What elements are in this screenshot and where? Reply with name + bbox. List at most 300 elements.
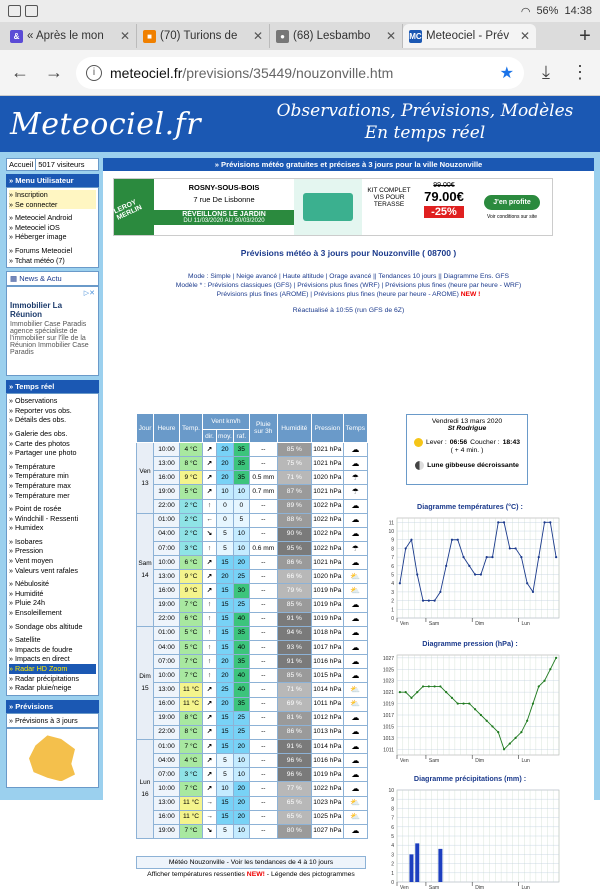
astro-box: Vendredi 13 mars 2020 St Rodrigue Lever : 06:56 Coucher : 18:43 ( + 4 min. ) Lune gibbeuse décroissante bbox=[406, 414, 528, 485]
humidity-cell: 65 % bbox=[277, 796, 311, 810]
menu-user-link[interactable]: » Meteociel iOS bbox=[9, 222, 60, 232]
close-tab-icon[interactable]: ✕ bbox=[519, 29, 530, 43]
close-tab-icon[interactable]: ✕ bbox=[119, 29, 130, 43]
weather-icon[interactable]: ☁ bbox=[343, 768, 367, 782]
temps-reel-link[interactable]: » Observations bbox=[9, 396, 58, 406]
wind-dir-cell: ↑ bbox=[203, 669, 217, 683]
menu-link-prev-3j[interactable]: » Prévisions à 3 jours bbox=[9, 715, 78, 725]
pressure-cell: 1019 hPa bbox=[311, 584, 343, 598]
temps-reel-link[interactable]: » Galerie des obs. bbox=[9, 428, 68, 438]
precip-bar bbox=[415, 843, 419, 882]
wind-avg-cell: 5 bbox=[217, 541, 234, 555]
weather-icon[interactable]: ☁ bbox=[343, 669, 367, 683]
weather-icon[interactable]: ☁ bbox=[343, 824, 367, 838]
temps-reel-link[interactable]: » Partager une photo bbox=[9, 448, 77, 458]
x-day-label: Dim bbox=[475, 621, 485, 627]
humidity-cell: 71 % bbox=[277, 683, 311, 697]
pressure-cell: 1017 hPa bbox=[311, 640, 343, 654]
weather-icon[interactable]: ☁ bbox=[343, 626, 367, 640]
weather-icon[interactable]: ☁ bbox=[343, 655, 367, 669]
temps-reel-link[interactable]: » Température max bbox=[9, 480, 71, 490]
temps-reel-link[interactable]: » Point de rosée bbox=[9, 504, 62, 514]
menu-user-link[interactable]: » Inscription bbox=[9, 190, 96, 200]
temps-reel-link[interactable]: » Humidex bbox=[9, 523, 44, 533]
rain-cell: -- bbox=[249, 556, 277, 570]
temp-cell: 8 °C bbox=[180, 457, 203, 471]
wind-gust-cell: 25 bbox=[233, 570, 249, 584]
weather-icon[interactable]: ☁ bbox=[343, 782, 367, 796]
pressure-cell: 1021 hPa bbox=[311, 443, 343, 457]
temp-cell: 8 °C bbox=[180, 711, 203, 725]
wind-avg-cell: 10 bbox=[217, 782, 234, 796]
weather-icon[interactable]: ⛅ bbox=[343, 683, 367, 697]
pressure-cell: 1016 hPa bbox=[311, 655, 343, 669]
hour-cell: 13:00 bbox=[154, 457, 180, 471]
temps-reel-link[interactable]: » Température mer bbox=[9, 490, 70, 500]
data-point bbox=[491, 725, 493, 727]
humidity-cell: 79 % bbox=[277, 584, 311, 598]
rain-cell: -- bbox=[249, 782, 277, 796]
menu-user-link[interactable]: » Tchat météo (7) bbox=[9, 255, 65, 265]
close-tab-icon[interactable]: ✕ bbox=[252, 29, 263, 43]
data-point bbox=[434, 600, 436, 602]
data-point bbox=[474, 708, 476, 710]
rain-cell: -- bbox=[249, 570, 277, 584]
data-point bbox=[520, 556, 522, 558]
weather-icon[interactable]: ☁ bbox=[343, 711, 367, 725]
weather-icon[interactable]: ⛅ bbox=[343, 584, 367, 598]
temps-reel-link[interactable]: » Détails des obs. bbox=[9, 415, 67, 425]
tab-title: « Après le mon bbox=[27, 30, 104, 42]
temps-reel-link[interactable]: » Ensoleillement bbox=[9, 608, 62, 618]
tab-favicon: ■ bbox=[143, 30, 156, 43]
rain-cell: 0.6 mm bbox=[249, 541, 277, 555]
rain-cell: -- bbox=[249, 739, 277, 753]
y-tick-label: 1013 bbox=[382, 735, 394, 742]
data-point bbox=[451, 697, 453, 699]
hour-cell: 22:00 bbox=[154, 725, 180, 739]
y-tick-label: 1027 bbox=[382, 655, 394, 662]
browser-tab-strip bbox=[0, 22, 600, 50]
temp-cell: 11 °C bbox=[180, 796, 203, 810]
humidity-cell: 65 % bbox=[277, 810, 311, 824]
weather-icon[interactable]: ☁ bbox=[343, 556, 367, 570]
pressure-cell: 1016 hPa bbox=[311, 754, 343, 768]
hour-cell: 19:00 bbox=[154, 824, 180, 838]
temps-reel-link[interactable]: » Température bbox=[9, 461, 56, 471]
main-content bbox=[103, 158, 594, 891]
temps-reel-title: » Temps réel bbox=[6, 380, 99, 393]
temps-reel-link[interactable]: » Température min bbox=[9, 471, 69, 481]
temps-reel-link[interactable]: » Pluie 24h bbox=[9, 598, 45, 608]
forecast-row bbox=[137, 443, 368, 457]
more-menu-icon[interactable]: ⋮ bbox=[571, 62, 589, 82]
humidity-cell: 85 % bbox=[277, 443, 311, 457]
pressure-cell: 1021 hPa bbox=[311, 556, 343, 570]
rain-cell: -- bbox=[249, 612, 277, 626]
wind-dir-cell: ↘ bbox=[203, 527, 217, 541]
temps-reel-link[interactable]: » Radar HD Zoom bbox=[9, 664, 96, 674]
wind-avg-cell: 15 bbox=[217, 556, 234, 570]
hour-cell: 10:00 bbox=[154, 669, 180, 683]
wind-dir-cell: ↗ bbox=[203, 739, 217, 753]
wind-dir-cell: ↗ bbox=[203, 697, 217, 711]
pictogram-legend-links[interactable]: Afficher températures ressenties NEW! - Légende des pictogrammes bbox=[147, 871, 355, 878]
tab-favicon: ● bbox=[276, 30, 289, 43]
temps-reel-link[interactable]: » Pression bbox=[9, 546, 43, 556]
menu-user-link[interactable]: » Meteociel Android bbox=[9, 213, 73, 223]
site-logo[interactable]: Meteociel.fr bbox=[10, 106, 202, 142]
data-point bbox=[520, 731, 522, 733]
wind-gust-cell: 35 bbox=[233, 443, 249, 457]
pressure-cell: 1020 hPa bbox=[311, 471, 343, 485]
col-moy: moy. bbox=[217, 430, 234, 443]
wind-gust-cell: 35 bbox=[233, 471, 249, 485]
address-bar[interactable] bbox=[76, 57, 524, 89]
temp-cell: 2 °C bbox=[180, 527, 203, 541]
temps-reel-link[interactable]: » Sondage obs altitude bbox=[9, 621, 83, 631]
y-tick-label: 1021 bbox=[382, 690, 394, 697]
data-point bbox=[410, 697, 412, 699]
weather-icon[interactable]: ☁ bbox=[343, 612, 367, 626]
humidity-cell: 93 % bbox=[277, 640, 311, 654]
back-arrow-icon[interactable]: ← bbox=[11, 62, 29, 82]
temp-cell: 7 °C bbox=[180, 655, 203, 669]
y-tick-label: 8 bbox=[391, 806, 394, 813]
data-point bbox=[549, 668, 551, 670]
wind-gust-cell: 40 bbox=[233, 683, 249, 697]
pressure-cell: 1012 hPa bbox=[311, 711, 343, 725]
y-tick-label: 5 bbox=[391, 572, 394, 579]
forward-arrow-icon[interactable]: → bbox=[45, 62, 63, 82]
pressure-cell: 1021 hPa bbox=[311, 457, 343, 471]
forecast-row bbox=[137, 612, 368, 626]
data-point bbox=[532, 591, 534, 593]
info-icon[interactable]: i bbox=[86, 65, 102, 81]
url-text[interactable]: meteociel.fr/previsions/35449/nouzonville.htm bbox=[110, 64, 394, 81]
forecast-row bbox=[137, 683, 368, 697]
weather-icon[interactable]: ⛅ bbox=[343, 796, 367, 810]
forecast-row bbox=[137, 570, 368, 584]
pressure-cell: 1022 hPa bbox=[311, 513, 343, 527]
humidity-cell: 75 % bbox=[277, 457, 311, 471]
weather-icon[interactable]: ☁ bbox=[343, 527, 367, 541]
temp-cell: 8 °C bbox=[180, 725, 203, 739]
temps-reel-link[interactable]: » Nébulosité bbox=[9, 579, 49, 589]
weather-icon[interactable]: ☁ bbox=[343, 457, 367, 471]
rain-cell: -- bbox=[249, 443, 277, 457]
home-link[interactable]: Accueil bbox=[7, 159, 36, 170]
y-tick-label: 6 bbox=[391, 563, 394, 570]
browser-tab[interactable] bbox=[403, 24, 536, 48]
temp-cell: 4 °C bbox=[180, 443, 203, 457]
data-point bbox=[526, 720, 528, 722]
forecast-row bbox=[137, 739, 368, 753]
day-label: Sam 14 bbox=[137, 513, 154, 626]
previsions-list bbox=[6, 713, 99, 729]
weather-icon[interactable]: ☁ bbox=[343, 739, 367, 753]
y-tick-label: 1 bbox=[391, 870, 394, 877]
forecast-row bbox=[137, 796, 368, 810]
temps-reel-link[interactable]: » Impacts en direct bbox=[9, 654, 70, 664]
hour-cell: 10:00 bbox=[154, 782, 180, 796]
precip-bar bbox=[438, 849, 442, 882]
data-point bbox=[538, 556, 540, 558]
humidity-cell: 91 % bbox=[277, 612, 311, 626]
refresh-info: Réactualisé à 10:55 (run GFS de 6Z) bbox=[292, 307, 405, 314]
temp-cell: 5 °C bbox=[180, 626, 203, 640]
rain-cell: -- bbox=[249, 655, 277, 669]
temps-reel-link[interactable]: » Carte des photos bbox=[9, 438, 70, 448]
wind-avg-cell: 20 bbox=[217, 457, 234, 471]
y-tick-label: 6 bbox=[391, 824, 394, 831]
weather-icon[interactable]: ☂ bbox=[343, 541, 367, 555]
data-point bbox=[480, 714, 482, 716]
temp-cell: 7 °C bbox=[180, 598, 203, 612]
wind-dir-cell: ↗ bbox=[203, 725, 217, 739]
humidity-cell: 86 % bbox=[277, 556, 311, 570]
wind-dir-cell: ↗ bbox=[203, 485, 217, 499]
forecast-table bbox=[136, 413, 368, 839]
humidity-cell: 71 % bbox=[277, 471, 311, 485]
temp-cell: 3 °C bbox=[180, 541, 203, 555]
col-humidite: Humidité bbox=[277, 414, 311, 443]
temps-reel-link[interactable]: » Vent moyen bbox=[9, 556, 53, 566]
rain-cell: -- bbox=[249, 754, 277, 768]
rain-cell: -- bbox=[249, 513, 277, 527]
y-tick-label: 1011 bbox=[383, 747, 394, 754]
rain-cell: -- bbox=[249, 810, 277, 824]
y-tick-label: 8 bbox=[391, 546, 394, 553]
wind-dir-cell: ↗ bbox=[203, 768, 217, 782]
y-tick-label: 1019 bbox=[382, 701, 394, 708]
wind-avg-cell: 15 bbox=[217, 725, 234, 739]
wind-avg-cell: 5 bbox=[217, 768, 234, 782]
wind-gust-cell: 40 bbox=[233, 612, 249, 626]
new-tab-button[interactable]: + bbox=[579, 24, 591, 47]
tab-title: (70) Turions de bbox=[160, 30, 238, 42]
weather-icon[interactable]: ☁ bbox=[343, 598, 367, 612]
data-point bbox=[555, 657, 557, 659]
browser-tab[interactable] bbox=[270, 24, 403, 48]
wind-avg-cell: 5 bbox=[217, 527, 234, 541]
forecast-row bbox=[137, 499, 368, 513]
hour-cell: 01:00 bbox=[154, 513, 180, 527]
weather-icon[interactable]: ☁ bbox=[343, 443, 367, 457]
wind-dir-cell: ↗ bbox=[203, 457, 217, 471]
weather-icon[interactable]: ☁ bbox=[343, 640, 367, 654]
pressure-chart-title: Diagramme pression (hPa) : bbox=[422, 639, 518, 648]
temp-cell: 7 °C bbox=[180, 782, 203, 796]
forecast-row bbox=[137, 655, 368, 669]
humidity-cell: 91 % bbox=[277, 739, 311, 753]
download-icon[interactable]: ⤓ bbox=[542, 62, 550, 82]
menu-user-link[interactable]: » Se connecter bbox=[9, 200, 96, 210]
y-tick-label: 10 bbox=[388, 788, 394, 794]
wind-avg-cell: 20 bbox=[217, 697, 234, 711]
wind-avg-cell: 15 bbox=[217, 612, 234, 626]
forecast-row bbox=[137, 824, 368, 838]
temps-reel-list bbox=[6, 393, 99, 696]
close-tab-icon[interactable]: ✕ bbox=[385, 29, 396, 43]
temps-reel-link[interactable]: » Valeurs vent rafales bbox=[9, 565, 78, 575]
temps-reel-link[interactable]: » Isobares bbox=[9, 536, 43, 546]
rain-cell: -- bbox=[249, 527, 277, 541]
wind-dir-cell: ↑ bbox=[203, 499, 217, 513]
data-point bbox=[399, 582, 401, 584]
wind-avg-cell: 15 bbox=[217, 739, 234, 753]
pressure-cell: 1011 hPa bbox=[311, 697, 343, 711]
humidity-cell: 95 % bbox=[277, 541, 311, 555]
temps-reel-link[interactable]: » Humidité bbox=[9, 588, 44, 598]
weather-icon[interactable]: ⛅ bbox=[343, 810, 367, 824]
astro-place: St Rodrigue bbox=[447, 425, 487, 432]
wind-dir-cell: ↗ bbox=[203, 711, 217, 725]
menu-user-link[interactable]: » Héberger image bbox=[9, 232, 67, 242]
wind-avg-cell: 15 bbox=[217, 711, 234, 725]
wind-avg-cell: 15 bbox=[217, 598, 234, 612]
data-point bbox=[532, 702, 534, 704]
wind-gust-cell: 35 bbox=[233, 457, 249, 471]
wind-gust-cell: 20 bbox=[233, 556, 249, 570]
pressure-cell: 1013 hPa bbox=[311, 725, 343, 739]
weather-icon[interactable]: ☂ bbox=[343, 471, 367, 485]
x-day-label: Sam bbox=[428, 885, 440, 891]
forecast-row bbox=[137, 640, 368, 654]
temps-reel-link[interactable]: » Satellite bbox=[9, 635, 41, 645]
precip-chart-title: Diagramme précipitations (mm) : bbox=[413, 774, 527, 783]
sun-icon bbox=[414, 438, 423, 447]
weather-icon[interactable]: ☁ bbox=[343, 725, 367, 739]
bookmark-star-icon[interactable]: ★ bbox=[499, 64, 514, 82]
forecast-row bbox=[137, 768, 368, 782]
hour-cell: 07:00 bbox=[154, 541, 180, 555]
weather-icon[interactable]: ⛅ bbox=[343, 570, 367, 584]
browser-tab[interactable] bbox=[137, 24, 270, 48]
wind-gust-cell: 40 bbox=[233, 669, 249, 683]
forecast-row bbox=[137, 485, 368, 499]
menu-user-link[interactable]: » Forums Meteociel bbox=[9, 245, 73, 255]
temps-reel-link[interactable]: » Impacts de foudre bbox=[9, 644, 73, 654]
sidebar-ad[interactable]: ▷✕ Immobilier La Réunion Immobilier Case Paradis agence spécialiste de l'immobilier sur l'île de la Réunion Immobilier Case Paradis bbox=[6, 286, 99, 376]
tab-title: Meteociel - Prév bbox=[426, 30, 510, 42]
wind-gust-cell: 30 bbox=[233, 584, 249, 598]
humidity-cell: 91 % bbox=[277, 655, 311, 669]
wind-dir-cell: ↑ bbox=[203, 655, 217, 669]
weather-icon[interactable]: ⛅ bbox=[343, 697, 367, 711]
pressure-cell: 1019 hPa bbox=[311, 598, 343, 612]
hour-cell: 04:00 bbox=[154, 527, 180, 541]
tendances-link[interactable]: Météo Nouzonville - Voir les tendances de 4 à 10 jours bbox=[136, 856, 366, 869]
forecast-row bbox=[137, 669, 368, 683]
col-pression: Pression bbox=[311, 414, 343, 443]
x-day-label: Sam bbox=[428, 621, 440, 627]
x-day-label: Sam bbox=[428, 758, 440, 764]
col-jour: Jour bbox=[137, 414, 154, 443]
forecast-row bbox=[137, 725, 368, 739]
wind-gust-cell: 10 bbox=[233, 527, 249, 541]
rain-cell: 0.5 mm bbox=[249, 471, 277, 485]
ad-choices-icon[interactable]: ▷✕ bbox=[83, 290, 95, 298]
ad-cta-button[interactable]: J'en profite bbox=[484, 195, 539, 210]
leroy-merlin-ad[interactable]: LEROY MERLIN ROSNY-SOUS-BOIS 7 rue De Lisbonne RÉVEILLONS LE JARDIN DU 11/03/2020 AU 30/03/2020 KIT COMPLET VIS POUR TERASSE 99.00€ 79.00€ -25% J'en profite Voir conditions sur site bbox=[113, 178, 553, 236]
hour-cell: 13:00 bbox=[154, 683, 180, 697]
tab-title: (68) Lesbambo bbox=[293, 30, 371, 42]
humidity-cell: 87 % bbox=[277, 485, 311, 499]
hour-cell: 13:00 bbox=[154, 796, 180, 810]
weather-icon[interactable]: ☂ bbox=[343, 485, 367, 499]
browser-tab[interactable] bbox=[4, 24, 137, 48]
wind-dir-cell: ↗ bbox=[203, 754, 217, 768]
humidity-cell: 94 % bbox=[277, 626, 311, 640]
forecast-row bbox=[137, 598, 368, 612]
hour-cell: 01:00 bbox=[154, 626, 180, 640]
data-point bbox=[526, 582, 528, 584]
hour-cell: 07:00 bbox=[154, 655, 180, 669]
weather-icon[interactable]: ☁ bbox=[343, 499, 367, 513]
temps-reel-link[interactable]: » Radar précipitations bbox=[9, 673, 79, 683]
android-status-bar bbox=[0, 0, 600, 22]
data-point bbox=[497, 521, 499, 523]
data-point bbox=[486, 556, 488, 558]
clock: 14:38 bbox=[564, 5, 592, 17]
wind-gust-cell: 40 bbox=[233, 640, 249, 654]
pressure-cell: 1021 hPa bbox=[311, 485, 343, 499]
data-point bbox=[439, 591, 441, 593]
news-header[interactable]: ▦ News & Actu bbox=[6, 271, 99, 286]
x-day-label: Lun bbox=[521, 621, 530, 627]
y-tick-label: 3 bbox=[391, 852, 394, 859]
weather-icon[interactable]: ☁ bbox=[343, 754, 367, 768]
data-point bbox=[549, 521, 551, 523]
y-tick-label: 10 bbox=[388, 529, 394, 536]
temps-reel-link[interactable]: » Radar pluie/neige bbox=[9, 683, 72, 693]
day-label: Ven 13 bbox=[137, 443, 154, 514]
temp-cell: 2 °C bbox=[180, 513, 203, 527]
wind-dir-cell: ↗ bbox=[203, 683, 217, 697]
data-point bbox=[462, 702, 464, 704]
wind-avg-cell: 5 bbox=[217, 754, 234, 768]
data-point bbox=[480, 573, 482, 575]
data-point bbox=[474, 573, 476, 575]
y-tick-label: 3 bbox=[391, 589, 394, 596]
temp-cell: 5 °C bbox=[180, 485, 203, 499]
wind-avg-cell: 20 bbox=[217, 471, 234, 485]
battery-level: 56% bbox=[536, 5, 559, 17]
wind-gust-cell: 20 bbox=[233, 782, 249, 796]
wind-gust-cell: 10 bbox=[233, 485, 249, 499]
data-point bbox=[451, 539, 453, 541]
humidity-cell: 89 % bbox=[277, 499, 311, 513]
y-tick-label: 1025 bbox=[382, 667, 394, 674]
data-point bbox=[497, 731, 499, 733]
data-point bbox=[491, 556, 493, 558]
wind-gust-cell: 10 bbox=[233, 541, 249, 555]
previsions-title: » Prévisions bbox=[6, 700, 99, 713]
temp-cell: 11 °C bbox=[180, 697, 203, 711]
data-point bbox=[434, 685, 436, 687]
wind-dir-cell: ↘ bbox=[203, 824, 217, 838]
col-heure: Heure bbox=[154, 414, 180, 443]
weather-icon[interactable]: ☁ bbox=[343, 513, 367, 527]
temps-reel-link[interactable]: » Windchill - Ressenti bbox=[9, 513, 79, 523]
wind-gust-cell: 25 bbox=[233, 598, 249, 612]
mode-links[interactable]: Mode : Simple | Neige avancé | Haute altitude | Orage avancé || Tendances 10 jours || Diagramme Ens. GFS Modèle * : Prévisions classiques (GFS) | Prévisions plus fines (WRF) | Prévisions plus fines (heure par heure - WRF) Prévisions plus fines (AROME) | Prévisions plus fines (heure par heure - AROME) NEW ! bbox=[175, 273, 522, 298]
hour-cell: 16:00 bbox=[154, 471, 180, 485]
france-map-thumbnail[interactable] bbox=[6, 728, 99, 788]
col-raf: raf. bbox=[233, 430, 249, 443]
temps-reel-link[interactable]: » Reporter vos obs. bbox=[9, 405, 72, 415]
